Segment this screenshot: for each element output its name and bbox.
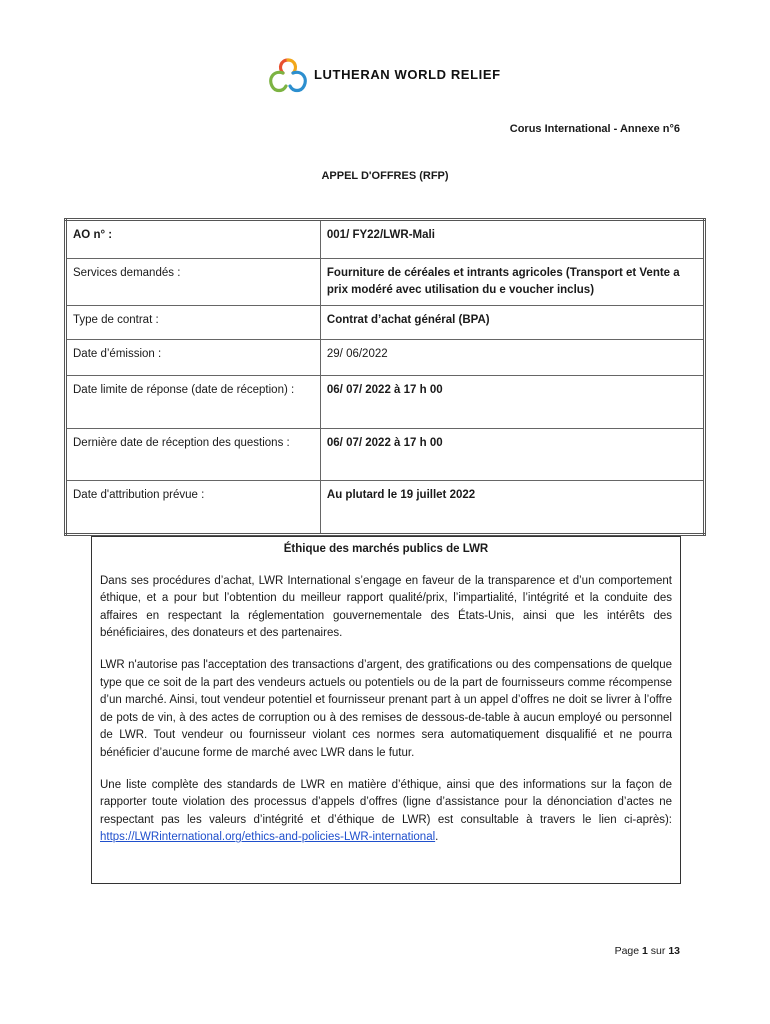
org-name: LUTHERAN WORLD RELIEF <box>314 67 501 82</box>
page-sep: sur <box>650 945 666 957</box>
ethics-paragraph-3 <box>100 777 672 847</box>
ethics-policy-link[interactable]: https://LWRinternational.org/ethics-and-policies-LWR-international <box>100 831 436 844</box>
row-label: Date limite de réponse (date de réception) : <box>66 376 321 429</box>
row-value: 001/ FY22/LWR-Mali <box>320 220 704 259</box>
contract-type-value: Contrat d’achat général (BPA) <box>326 314 490 326</box>
document-title: APPEL D'OFFRES (RFP) <box>321 170 449 182</box>
row-label: Dernière date de réception des questions : <box>66 429 321 481</box>
lwr-logo-icon <box>266 56 310 96</box>
row-label: Services demandés : <box>66 259 321 306</box>
table-row <box>66 429 705 481</box>
row-label: AO n° : <box>66 220 321 259</box>
rfp-info-table <box>64 218 706 536</box>
row-value: Au plutard le 19 juillet 2022 <box>320 481 704 535</box>
page-label: Page <box>614 945 640 957</box>
table-row <box>66 481 705 535</box>
table-row <box>66 306 705 340</box>
row-value: 29/ 06/2022 <box>320 340 704 376</box>
annex-label: Corus International - Annexe n°6 <box>509 123 680 135</box>
row-value <box>320 306 704 340</box>
table-row <box>66 376 705 429</box>
ethics-paragraph-1: Dans ses procédures d’achat, LWR International s’engage en faveur de la transparence et d’un comportement éthique, et a pour but l’obtention du meilleur rapport qualité/prix, l’impartialité, l’intégrité et la conduite des affaires en respectant la réglementation gouvernementale des États-Unis, ainsi que les intérêts des bénéficiaires, des donateurs et des partenaires. <box>100 574 672 640</box>
row-label: Type de contrat : <box>66 306 321 340</box>
logo <box>266 56 526 96</box>
page-current: 1 <box>642 945 648 957</box>
row-label: Date d’émission : <box>66 340 321 376</box>
row-label: Date d'attribution prévue : <box>66 481 321 535</box>
row-value: 06/ 07/ 2022 à 17 h 00 <box>320 429 704 481</box>
page-footer <box>615 945 680 957</box>
table-row <box>66 340 705 376</box>
row-value: Fourniture de céréales et intrants agricoles (Transport et Vente a prix modéré avec utilisation du e voucher inclus) <box>320 259 704 306</box>
row-value: 06/ 07/ 2022 à 17 h 00 <box>320 376 704 429</box>
ethics-paragraph-2: LWR n'autorise pas l'acceptation des transactions d’argent, des gratifications ou des compensations de quelque type que ce soit de la part des vendeurs actuels ou potentiels ou de la part de fournisseurs comme récompense d’un marché. Ainsi, tout vendeur potentiel et fournisseur prenant part à un appel d’offres ne doit se livrer à l’offre de pots de vin, à des actes de corruption ou à des remises de dessous-de-table à aucun employé ou personnel de LWR. Tout vendeur ou fournisseur violant ces normes sera automatiquement disqualifié et ne pourra bénéficier d’aucune forme de marché avec LWR dans le futur. <box>100 658 672 759</box>
ethics-box <box>91 536 681 884</box>
link-suffix: . <box>435 831 439 844</box>
ethics-title: Éthique des marchés publics de LWR <box>283 543 489 555</box>
table-row <box>66 220 705 259</box>
ethics-paragraph-3-text: Une liste complète des standards de LWR en matière d’éthique, ainsi que des informations sur la façon de rapporter toute violation des processus d’appels d’offres (ligne d’assistance pour la dénonciation d’actes ne respectant pas les valeurs d’intégrité et d’éthique de LWR) est consultable à travers le lien ci-après): <box>100 778 672 826</box>
page-total: 13 <box>668 945 680 957</box>
table-row <box>66 259 705 306</box>
